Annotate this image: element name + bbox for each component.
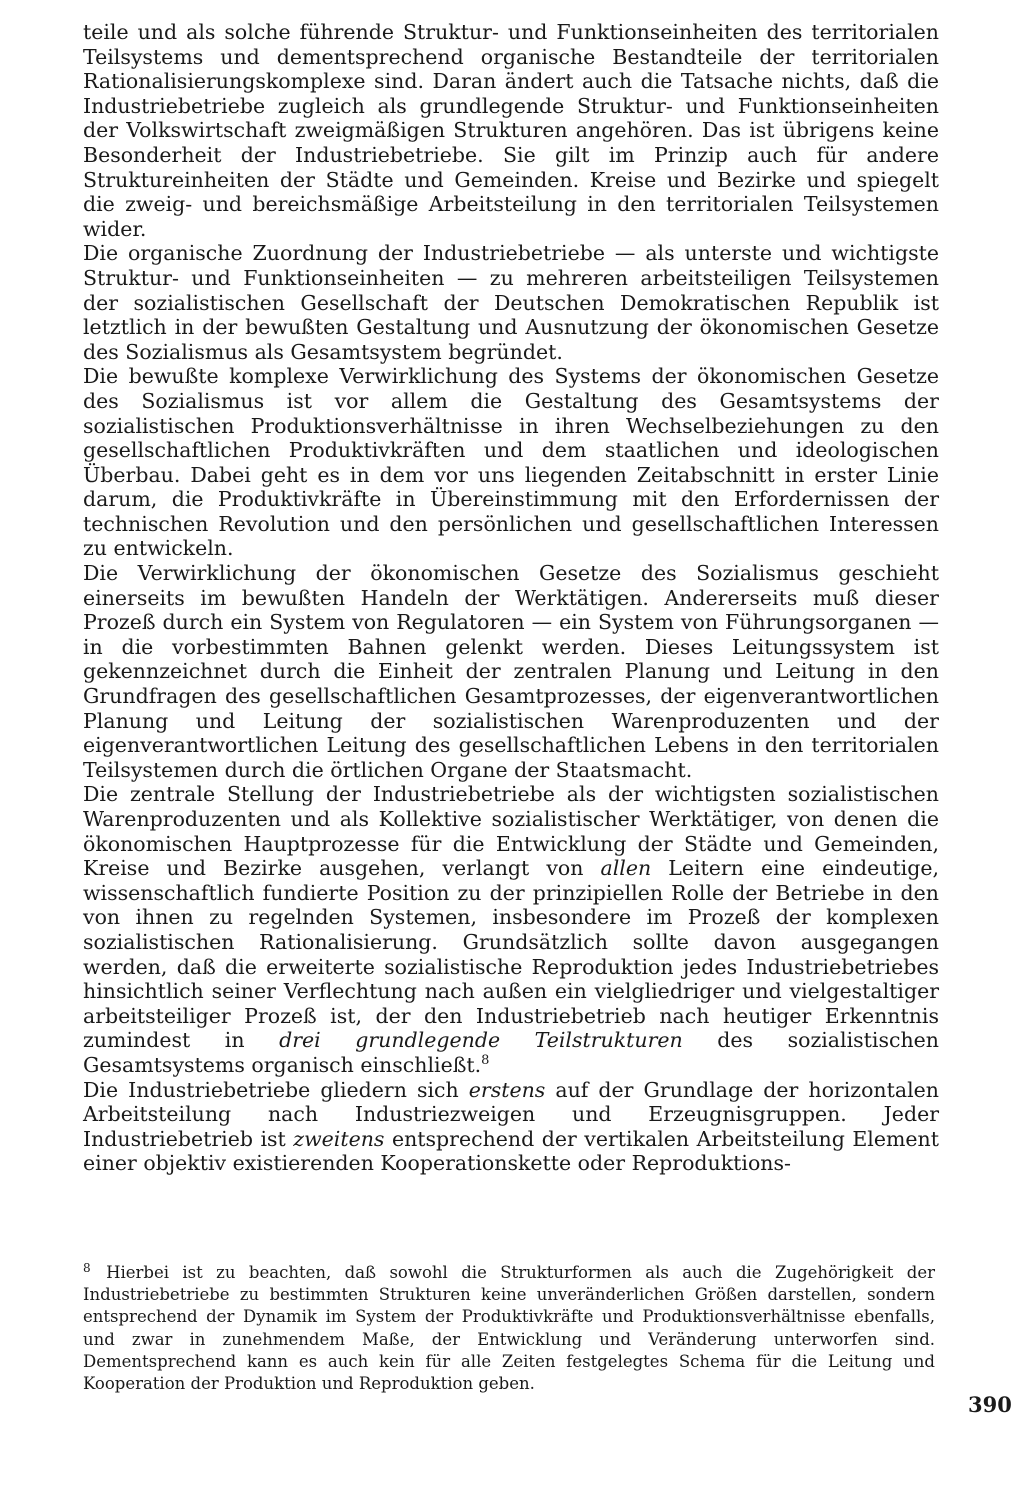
- paragraph-text: Leitern eine eindeutige, wissenschaftlich fundierte Position zu der prinzipiellen Rolle der Betriebe in den von ihnen zu regelnden Systemen, insbesondere im Prozeß der komplexen sozialistischen Rationalisierung. Grundsätzlich sollte davon ausgegangen werden, daß die erweiterte sozialistische Reproduktion jedes Industriebetriebes hinsichtlich seiner Verflechtung nach außen ein vielgliedriger und vielgestaltiger arbeitsteiliger Prozeß ist, der den Industriebetrieb nach heutiger Erkenntnis zumindest in: [83, 856, 939, 1053]
- paragraph-text: Die Verwirklichung der ökonomischen Gesetze des Sozialismus geschieht einerseits im bewußten Handeln der Werktätigen. Andererseits muß dieser Prozeß durch ein System von Regulatoren — ein System von Führungsorganen — in die vorbestimmten Bahnen gelenkt werden. Dieses Leitungssystem ist gekennzeichnet durch die Einheit der zentralen Planung und Leitung in den Grundfragen des gesellschaftlichen Gesamtprozesses, der eigenverantwortlichen Planung und Leitung der sozialistischen Warenproduzenten und der eigenverantwortlichen Leitung des gesellschaftlichen Lebens in den territorialen Teilsystemen durch die örtlichen Organe der Staatsmacht.: [83, 561, 939, 782]
- emphasis-text: erstens: [468, 1077, 546, 1102]
- paragraph-text: Die zentrale Stellung der Industriebetriebe als der wichtigsten sozialistischen Warenproduzenten und als Kollektive sozialistischer Werktätiger, von denen die ökonomischen Hauptprozesse für die Entwicklung der Städte und Gemeinden, Kreise und Bezirke ausgehen, verlangt von: [83, 782, 939, 881]
- footnote-body: [83, 1262, 935, 1395]
- footnote-text: Hierbei ist zu beachten, daß sowohl die Strukturformen als auch die Zugehörigkeit der Industriebetriebe zu bestimmten Strukturen keine unveränderlichen Größen darstellen, sondern entsprechend der Dynamik im System der Produktivkräfte und Produktionsverhältnisse ebenfalls, und zwar in zunehmendem Maße, der Entwicklung und Veränderung unterworfen sind. Dementsprechend kann es auch kein für alle Zeiten festgelegtes Schema für die Leitung und Kooperation der Produktion und Reproduktion geben.: [83, 1263, 935, 1394]
- page-number: 390: [968, 1392, 1012, 1417]
- emphasis-text: zweitens: [293, 1126, 385, 1151]
- paragraph: [83, 364, 939, 561]
- paragraph-text: Die organische Zuordnung der Industriebetriebe — als unterste und wichtigste Struktur- und Funktionseinheiten — zu mehreren arbeitsteiligen Teilsystemen der sozialistischen Gesellschaft der Deutschen Demokratischen Republik ist letztlich in der bewußten Gestaltung und Ausnutzung der ökonomischen Gesetze des Sozialismus als Gesamtsystem begründet.: [83, 241, 939, 364]
- footnote-number: 8: [83, 1260, 91, 1275]
- paragraph: [83, 1078, 939, 1176]
- emphasis-text: drei grundlegende Teilstrukturen: [279, 1028, 683, 1053]
- paragraph: [83, 20, 939, 241]
- footnote: [83, 1262, 935, 1395]
- paragraph-text: teile und als solche führende Struktur- und Funktionseinheiten des territorialen Teilsystems und dementsprechend organische Bestandteile der territorialen Rationalisierungskomplexe sind. Daran ändert auch die Tatsache nichts, daß die Industriebetriebe zugleich als grundlegende Struktur- und Funktionseinheiten der Volkswirtschaft zweigmäßigen Strukturen angehören. Das ist übrigens keine Besonderheit der Industriebetriebe. Sie gilt im Prinzip auch für andere Struktureinheiten der Städte und Gemeinden. Kreise und Bezirke und spiegelt die zweig- und bereichsmäßige Arbeitsteilung in den territorialen Teilsystemen wider.: [83, 20, 939, 241]
- paragraph-text: auf der Grundlage der horizontalen Arbeitsteilung nach Industriezweigen und Erzeugnisgruppen. Jeder Industriebetrieb ist: [83, 1077, 939, 1151]
- paragraph: [83, 561, 939, 782]
- paragraph-text: Die bewußte komplexe Verwirklichung des Systems der ökonomischen Gesetze des Sozialismus ist vor allem die Gestaltung des Gesamtsystems der sozialistischen Produktionsverhältnisse in ihren Wechselbeziehungen zu den gesellschaftlichen Produktivkräften und dem staatlichen und ideologischen Überbau. Dabei geht es in dem vor uns liegenden Zeitabschnitt in erster Linie darum, die Produktivkräfte in Übereinstimmung mit den Erfordernissen der technischen Revolution und den persönlichen und gesellschaftlichen Interessen zu entwickeln.: [83, 364, 939, 561]
- body-text: [83, 20, 939, 1176]
- footnote-reference[interactable]: 8: [481, 1053, 490, 1069]
- paragraph-text: des sozialistischen Gesamtsystems organisch einschließt.: [83, 1028, 939, 1077]
- paragraph: [83, 241, 939, 364]
- paragraph-text: entsprechend der vertikalen Arbeitsteilung Element einer objektiv existierenden Kooperationskette oder Reproduktions-: [83, 1126, 939, 1176]
- paragraph-text: Die Industriebetriebe gliedern sich: [83, 1077, 469, 1102]
- paragraph: [83, 782, 939, 1077]
- emphasis-text: allen: [600, 856, 652, 881]
